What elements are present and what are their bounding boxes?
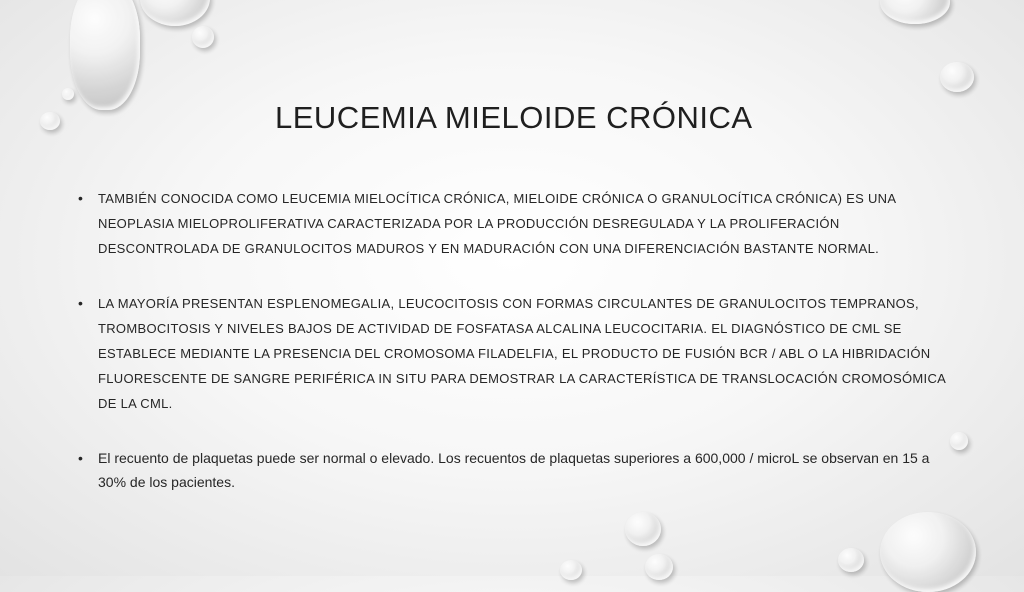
water-drop-decoration xyxy=(192,26,214,48)
water-drop-decoration xyxy=(62,88,74,100)
bullet-marker: • xyxy=(78,450,83,466)
bullet-text: TAMBIÉN CONOCIDA COMO LEUCEMIA MIELOCÍTICA CRÓNICA, MIELOIDE CRÓNICA O GRANULOCÍTICA CRÓNICA) ES UNA NEOPLASIA MIELOPROLIFERATIVA CARACTERIZADA POR LA PRODUCCIÓN DESREGULADA Y LA PROLIFERACIÓN DESCONTROLADA DE GRANULOCITOS MADUROS Y EN MADURACIÓN CON UNA DIFERENCIACIÓN BASTANTE NORMAL. xyxy=(98,191,896,256)
bullet-list xyxy=(72,186,950,524)
water-drop-decoration xyxy=(950,432,968,450)
bullet-text: El recuento de plaquetas puede ser normal o elevado. Los recuentos de plaquetas superiores a 600,000 / microL se observan en 15 a 30% de los pacientes. xyxy=(98,450,930,490)
water-drop-decoration xyxy=(880,512,976,592)
bullet-item xyxy=(72,186,950,261)
water-drop-decoration xyxy=(880,0,950,24)
bullet-item xyxy=(72,446,950,494)
water-drop-decoration xyxy=(940,62,974,92)
bullet-marker: • xyxy=(78,295,83,311)
bullet-item xyxy=(72,291,950,416)
water-drop-decoration xyxy=(40,112,60,130)
bullet-text: LA MAYORÍA PRESENTAN ESPLENOMEGALIA, LEUCOCITOSIS CON FORMAS CIRCULANTES DE GRANULOCITOS TEMPRANOS, TROMBOCITOSIS Y NIVELES BAJOS DE ACTIVIDAD DE FOSFATASA ALCALINA LEUCOCITARIA. EL DIAGNÓSTICO DE CML SE ESTABLECE MEDIANTE LA PRESENCIA DEL CROMOSOMA FILADELFIA, EL PRODUCTO DE FUSIÓN BCR / ABL O LA HIBRIDACIÓN FLUORESCENTE DE SANGRE PERIFÉRICA IN SITU PARA DEMOSTRAR LA CARACTERÍSTICA DE TRANSLOCACIÓN CROMOSÓMICA DE LA CML. xyxy=(98,296,946,411)
water-drop-decoration xyxy=(140,0,210,26)
water-drop-decoration xyxy=(70,0,140,110)
bullet-marker: • xyxy=(78,190,83,206)
water-drop-decoration xyxy=(838,548,864,572)
water-drop-decoration xyxy=(645,554,673,580)
slide-title: LEUCEMIA MIELOIDE CRÓNICA xyxy=(275,100,753,135)
water-drop-decoration xyxy=(560,560,582,580)
